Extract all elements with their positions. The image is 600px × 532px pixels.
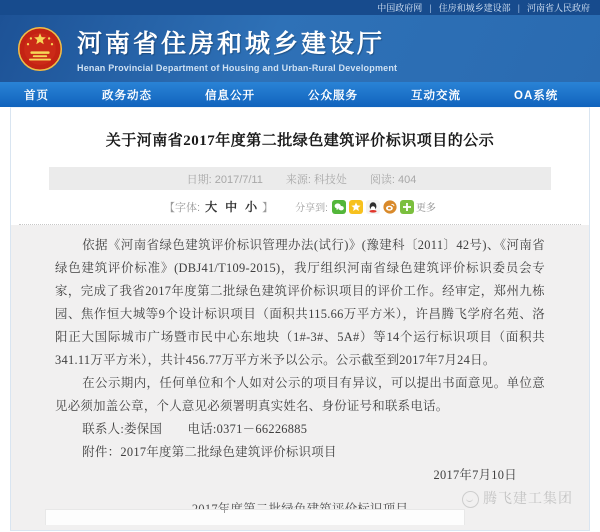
- wechat-icon[interactable]: [332, 200, 346, 214]
- share-icon-group: [332, 200, 414, 214]
- paragraph-basis: 依据《河南省绿色建筑评价标识管理办法(试行)》(豫建科〔2011〕42号)、《河南省绿色建筑评价标准》(DBJ41/T109-2015)，我厅组织河南省绿色建筑评价标识委员会专家，完成了我省2017年度第二批绿色建筑评价标识项目的评价工作。经审定，郑州九栋园、焦作恒大城等9个设计标识项目（面积共115.66万平方米），许昌腾飞学府名苑、洛阳正大国际城市广场暨市民中心东地块（1#-3#、5A#）等14个运行标识项目（面积共341.11万平方米），共计456.77万平方米予以公示。公示截至到2017年7月24日。: [55, 238, 545, 367]
- link-henan-gov[interactable]: 河南省人民政府: [526, 3, 590, 13]
- font-size-medium-button[interactable]: 中: [225, 200, 238, 214]
- site-subtitle: Henan Provincial Department of Housing and Urban-Rural Development: [77, 63, 398, 73]
- link-separator: |: [429, 2, 432, 13]
- share-label: 分享到:: [295, 203, 328, 214]
- more-share-icon[interactable]: [400, 200, 414, 214]
- qq-icon[interactable]: [366, 200, 380, 214]
- nav-item-public-service[interactable]: 公众服务: [308, 89, 358, 102]
- article-body: [11, 225, 589, 530]
- watermark: [462, 488, 573, 511]
- meta-source: [283, 171, 347, 187]
- site-title: 河南省住房和城乡建设厅: [77, 30, 386, 58]
- nav-item-interaction[interactable]: 互动交流: [411, 89, 461, 102]
- attachment-table-preview: [45, 509, 465, 525]
- nav-item-info-disclosure[interactable]: 信息公开: [205, 89, 255, 102]
- attachment-link[interactable]: 附件：2017年度第二批绿色建筑评价标识项目: [82, 445, 337, 459]
- header-text: [77, 24, 397, 73]
- article-container: [10, 107, 590, 531]
- main-nav: [0, 82, 600, 107]
- font-size-large-button[interactable]: 大: [205, 200, 218, 214]
- meta-date-value: 2017/7/11: [214, 173, 263, 186]
- font-size-suffix: 】: [262, 201, 274, 214]
- weibo-icon[interactable]: [383, 200, 397, 214]
- link-mohurd[interactable]: 住房和城乡建设部: [438, 3, 511, 13]
- link-china-gov[interactable]: 中国政府网: [377, 3, 423, 13]
- nav-item-oa-system[interactable]: OA系统: [514, 89, 559, 102]
- font-size-small-button[interactable]: 小: [245, 200, 258, 214]
- meta-date-label: 日期:: [186, 173, 212, 186]
- meta-views-label: 阅读:: [369, 173, 395, 186]
- meta-views: [367, 171, 416, 187]
- watermark-text: 腾飞建工集团: [483, 492, 573, 507]
- font-size-controls: [164, 198, 273, 215]
- article-meta-bar: [49, 167, 551, 190]
- attachment-box-mark: [221, 506, 228, 513]
- font-size-prefix: 【字体:: [164, 201, 201, 214]
- meta-source-value: 科技处: [313, 173, 347, 186]
- contact-line: 联系人:娄保国 电话:0371－66226885: [82, 422, 308, 436]
- meta-views-value: 404: [397, 173, 417, 186]
- meta-date: [184, 171, 263, 187]
- site-header: [0, 15, 600, 82]
- article-controls-row: [11, 198, 589, 215]
- meta-source-label: 来源:: [285, 173, 311, 186]
- nav-item-home[interactable]: 首页: [24, 89, 49, 102]
- qzone-icon[interactable]: [349, 200, 363, 214]
- sign-date: 2017年7月10日: [433, 468, 517, 482]
- national-emblem-icon: [17, 26, 63, 72]
- article-title: 关于河南省2017年度第二批绿色建筑评价标识项目的公示: [105, 133, 495, 149]
- share-more-button[interactable]: 更多: [415, 203, 436, 214]
- link-separator: |: [517, 2, 520, 13]
- top-link-bar: [0, 0, 600, 15]
- paragraph-objection: 在公示期内，任何单位和个人如对公示的项目有异议，可以提出书面意见。单位意见必须加盖公章，个人意见必须署明真实姓名、身份证号和联系电话。: [55, 376, 545, 413]
- tengfei-logo-icon: [462, 491, 479, 508]
- nav-item-gov-news[interactable]: 政务动态: [102, 89, 152, 102]
